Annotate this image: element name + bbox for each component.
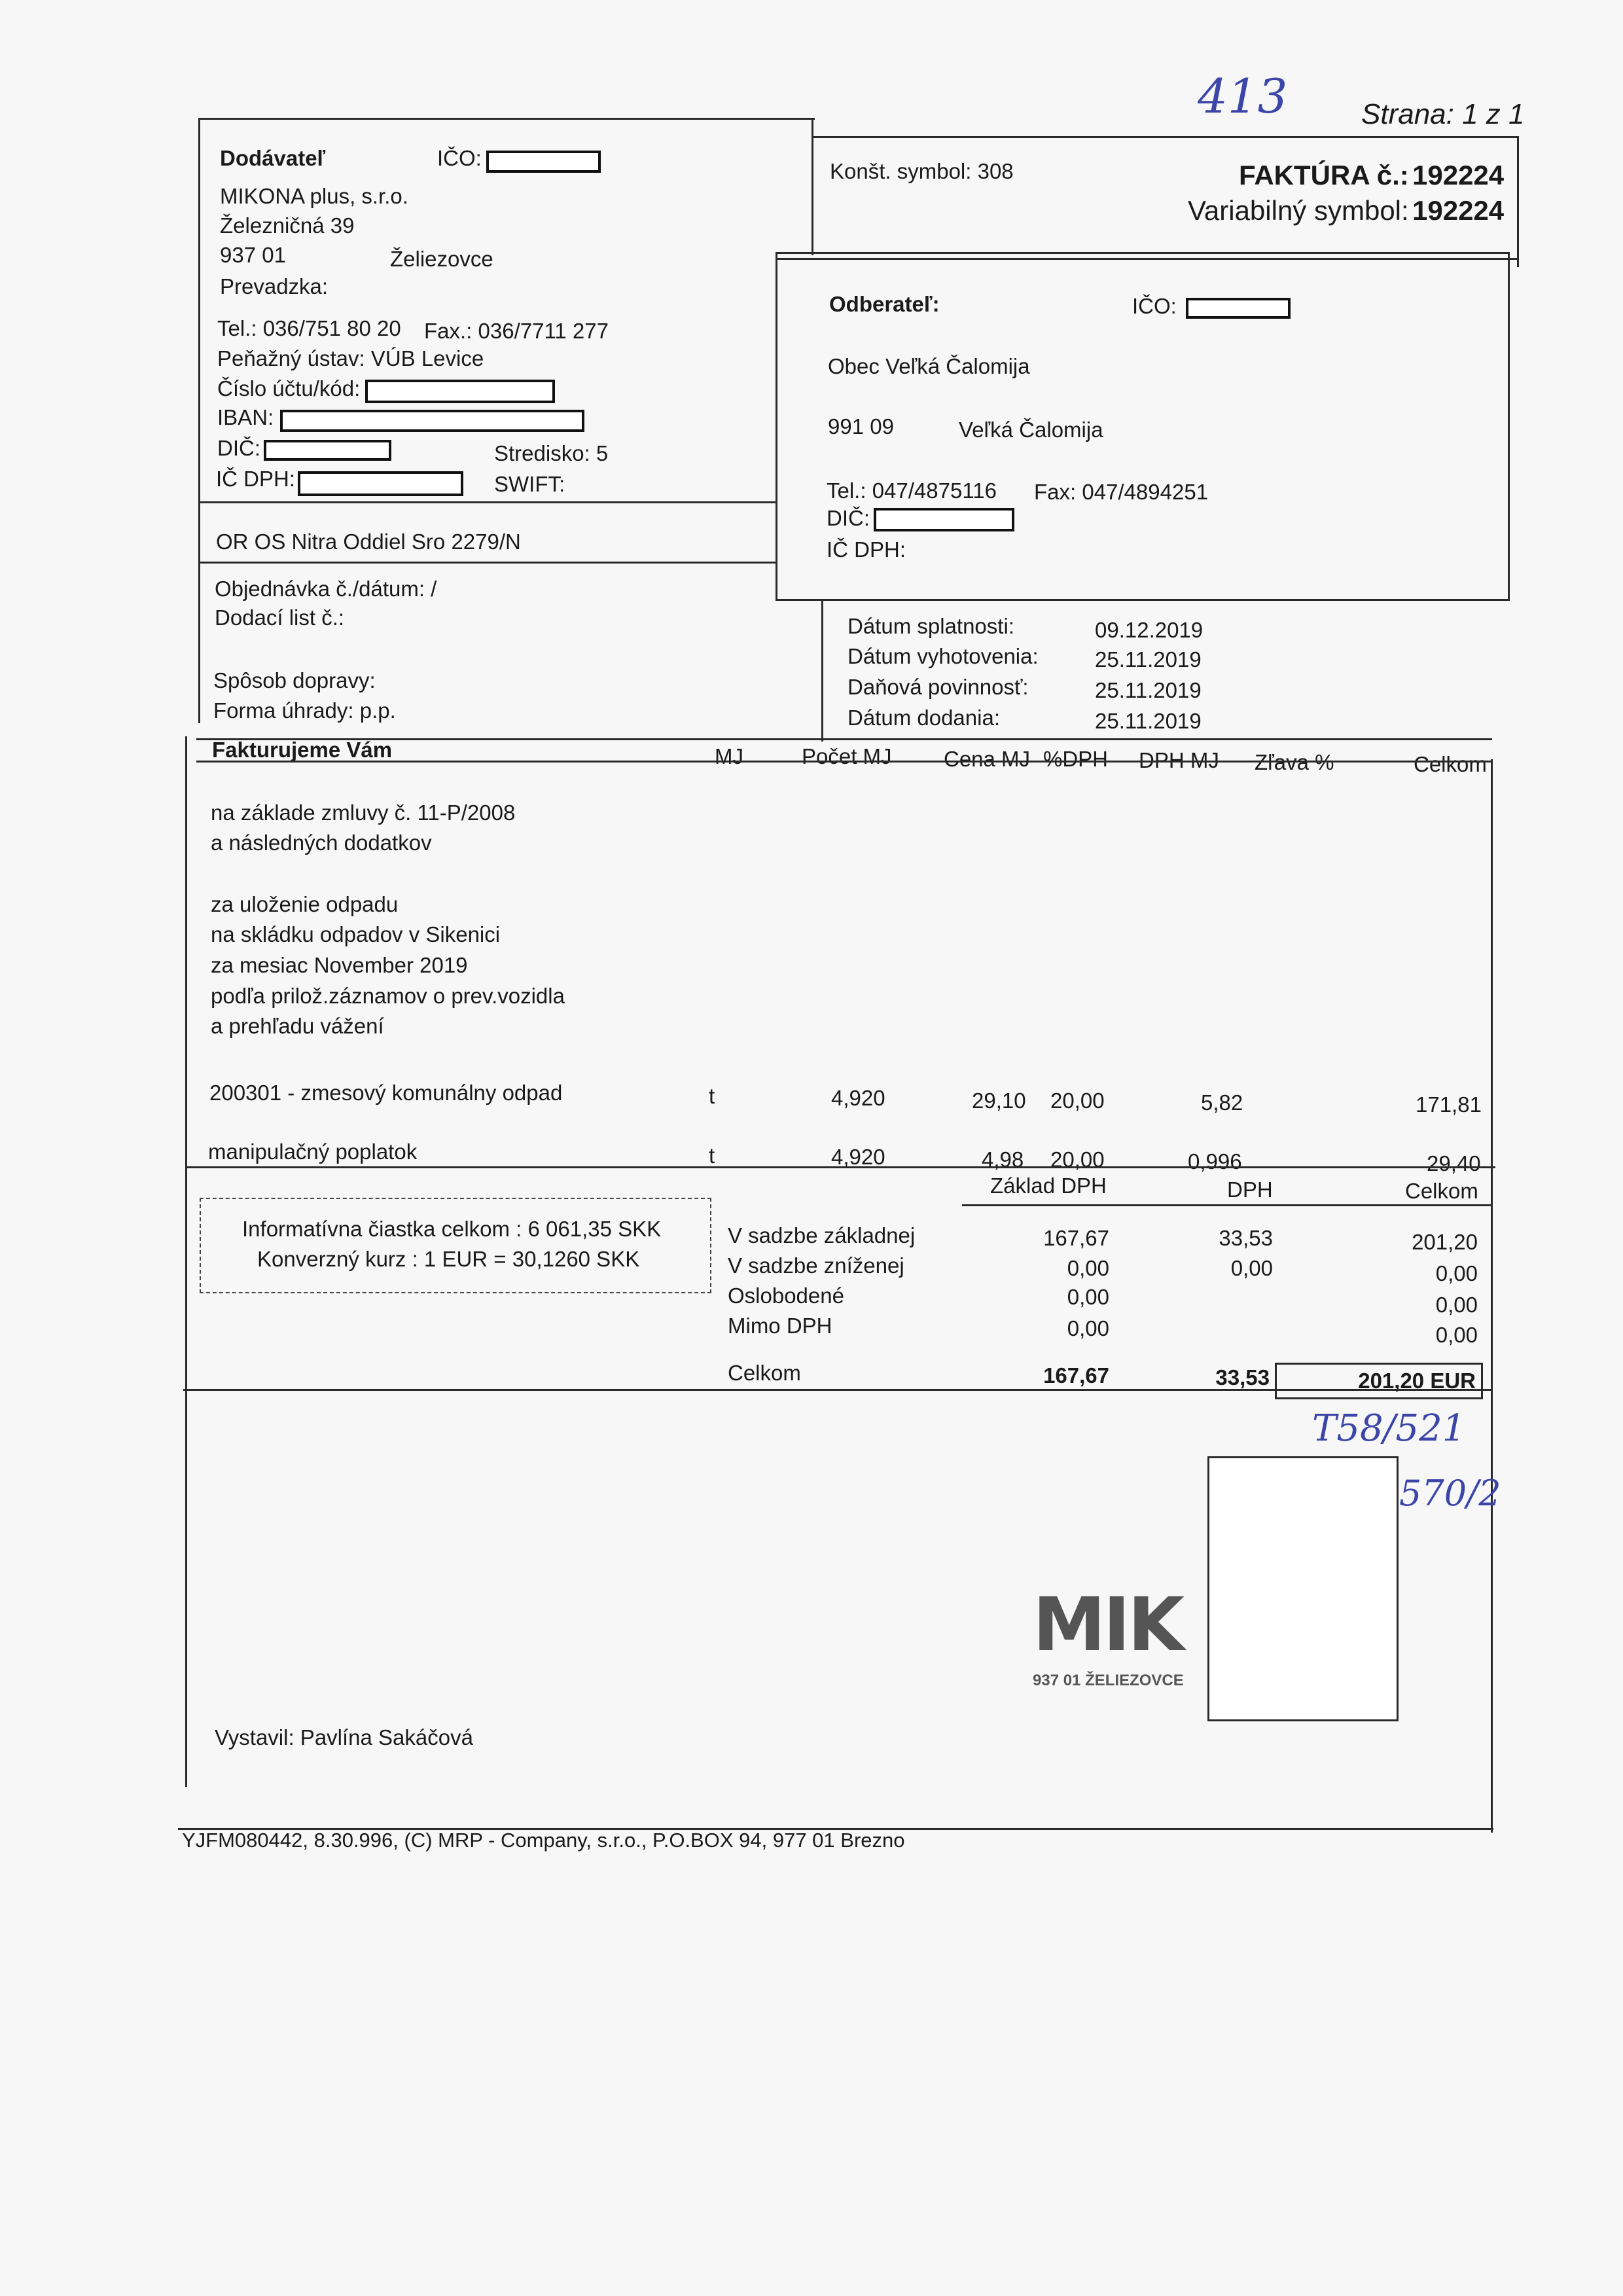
summary-total: 0,00 [1435, 1261, 1478, 1285]
col-celkom-header: Celkom [1414, 752, 1487, 776]
redaction-box [298, 471, 463, 496]
handwritten-note: 570/2 [1399, 1473, 1501, 1514]
table-row-vat-mj: 5,82 [1201, 1090, 1243, 1115]
supplier-zip: 937 01 [220, 243, 286, 267]
redaction-box [1186, 298, 1291, 319]
description-line: za mesiac November 2019 [211, 953, 468, 977]
redacted-signature-box [1207, 1456, 1399, 1721]
grand-total-base: 167,67 [1043, 1363, 1109, 1388]
supplier-iban-label: IBAN: [217, 405, 274, 429]
table-row-desc: 200301 - zmesový komunálny odpad [209, 1081, 563, 1105]
frame-right [1517, 136, 1519, 267]
summary-base-header: Základ DPH [990, 1174, 1107, 1198]
frame-top-right [812, 136, 1518, 138]
col-dph-pct-header: %DPH [1043, 747, 1109, 771]
summary-base: 0,00 [1067, 1285, 1109, 1309]
table-header-bottom-line [196, 761, 1492, 762]
date-value: 25.11.2019 [1095, 709, 1202, 733]
col-desc-header: Fakturujeme Vám [212, 738, 393, 762]
table-row-mj: t [709, 1084, 715, 1108]
description-line: na skládku odpadov v Sikenici [211, 922, 501, 946]
date-value: 25.11.2019 [1095, 678, 1202, 702]
customer-city: Veľká Čalomija [959, 418, 1103, 442]
handwritten-page-note: 413 [1198, 69, 1288, 124]
col-dph-mj-header: DPH MJ [1139, 748, 1219, 772]
summary-label: V sadzbe zníženej [728, 1253, 904, 1278]
frame-left-lower [185, 736, 187, 1787]
redaction-box [365, 380, 555, 403]
payment-method: Forma úhrady: p.p. [213, 698, 396, 723]
supplier-heading: Dodávateľ [220, 146, 326, 170]
redaction-box [280, 410, 584, 432]
grand-total-dph: 33,53 [1215, 1365, 1270, 1390]
table-row-qty: 4,920 [831, 1086, 885, 1110]
col-mj-header: MJ [715, 744, 743, 768]
company-stamp-city: 937 01 ŽELIEZOVCE [1033, 1672, 1184, 1689]
summary-total: 201,20 [1412, 1230, 1478, 1254]
date-value: 25.11.2019 [1095, 647, 1202, 672]
table-row-mj: t [709, 1143, 715, 1168]
date-label: Dátum splatnosti: [847, 614, 1014, 638]
variable-symbol: 192224 [1412, 195, 1505, 226]
company-stamp-logo: MIK [1033, 1583, 1182, 1668]
table-row-vat: 20,00 [1050, 1088, 1105, 1113]
summary-dph: 33,53 [1219, 1226, 1273, 1250]
summary-base: 0,00 [1067, 1316, 1109, 1340]
delivery-note: Dodací list č.: [215, 605, 345, 630]
description-line: a následných dodatkov [211, 831, 432, 855]
summary-label: Mimo DPH [728, 1314, 832, 1338]
handwritten-note: T58/521 [1312, 1407, 1466, 1450]
summary-base: 167,67 [1043, 1226, 1109, 1250]
description-line: podľa prilož.záznamov o prev.vozidla [211, 984, 565, 1008]
info-rate: Konverzný kurz : 1 EUR = 30,1260 SKK [257, 1247, 640, 1271]
table-row-vat-mj: 0,996 [1188, 1149, 1242, 1174]
col-cena-header: Cena MJ [944, 747, 1031, 771]
order-number: Objednávka č./dátum: / [215, 577, 437, 601]
summary-label: Oslobodené [728, 1283, 844, 1308]
footer-software-note: YJFM080442, 8.30.996, (C) MRP - Company, s.r.o., P.O.BOX 94, 977 01 Brezno [182, 1829, 905, 1852]
redaction-box [874, 508, 1014, 531]
grand-total-value: 201,20 EUR [1358, 1369, 1476, 1393]
dates-divider [821, 601, 823, 742]
variable-symbol-label: Variabilný symbol: [1188, 195, 1409, 226]
supplier-fax: Fax.: 036/7711 277 [424, 319, 609, 343]
frame-right-lower [1491, 759, 1493, 1833]
redaction-box [486, 151, 601, 173]
customer-ico-label: IČO: [1132, 294, 1177, 318]
summary-label: V sadzbe základnej [728, 1223, 916, 1247]
table-row-total: 29,40 [1427, 1151, 1481, 1175]
header-divider [812, 118, 813, 255]
invoice-number: 192224 [1412, 160, 1505, 190]
frame-top-left [200, 118, 815, 120]
customer-icdph-label: IČ DPH: [827, 537, 906, 562]
description-line: na základe zmluvy č. 11-P/2008 [211, 800, 516, 825]
info-box [200, 1198, 711, 1293]
col-zlava-header: Zľava % [1255, 750, 1334, 774]
date-value: 09.12.2019 [1095, 618, 1204, 642]
date-label: Daňová povinnosť: [847, 675, 1029, 699]
frame-left [198, 118, 200, 723]
supplier-name: MIKONA plus, s.r.o. [220, 184, 408, 208]
customer-fax: Fax: 047/4894251 [1034, 480, 1209, 504]
summary-base: 0,00 [1067, 1256, 1109, 1280]
konst-symbol: Konšt. symbol: 308 [830, 159, 1014, 183]
supplier-tel: Tel.: 036/751 80 20 [217, 316, 401, 340]
table-row-price: 4,98 [982, 1147, 1024, 1172]
issued-by: Vystavil: Pavlína Sakáčová [215, 1725, 473, 1749]
page-number: Strana: 1 z 1 [1361, 98, 1525, 130]
col-pocet-header: Počet MJ [802, 744, 892, 768]
supplier-ico-label: IČO: [437, 146, 482, 170]
supplier-bank: Peňažný ústav: VÚB Levice [217, 346, 484, 370]
register-divider [200, 562, 776, 564]
supplier-account-label: Číslo účtu/kód: [217, 376, 361, 401]
invoice-label: FAKTÚRA č.: [1239, 160, 1409, 190]
summary-bottom-line [183, 1389, 1492, 1391]
date-label: Dátum vyhotovenia: [847, 644, 1039, 668]
customer-tel: Tel.: 047/4875116 [827, 478, 997, 503]
customer-box-top-extension [776, 258, 1518, 260]
customer-zip: 991 09 [828, 414, 894, 439]
info-amount: Informatívna čiastka celkom : 6 061,35 SKK [242, 1217, 662, 1241]
supplier-dic-label: DIČ: [217, 436, 260, 460]
summary-total: 0,00 [1435, 1323, 1478, 1347]
supplier-swift: SWIFT: [494, 472, 565, 496]
table-row-vat: 20,00 [1050, 1147, 1105, 1172]
supplier-stredisko: Stredisko: 5 [494, 441, 609, 465]
supplier-register: OR OS Nitra Oddiel Sro 2279/N [216, 529, 521, 554]
supplier-divider [200, 501, 776, 503]
table-row-desc: manipulačný poplatok [208, 1139, 418, 1164]
table-row-total: 171,81 [1416, 1092, 1482, 1117]
table-row-price: 29,10 [972, 1088, 1026, 1113]
description-line: za uloženie odpadu [211, 892, 399, 916]
table-row-qty: 4,920 [831, 1145, 885, 1169]
supplier-city: Želiezovce [390, 247, 493, 271]
description-line: a prehľadu vážení [211, 1014, 384, 1038]
date-label: Dátum dodania: [847, 706, 1000, 730]
supplier-icdph-label: IČ DPH: [216, 467, 296, 491]
summary-header-line [962, 1204, 1492, 1206]
transport-method: Spôsob dopravy: [213, 668, 376, 692]
customer-dic-label: DIČ: [827, 506, 870, 530]
summary-total-header: Celkom [1405, 1179, 1478, 1203]
items-bottom-line [187, 1166, 1495, 1168]
supplier-prevadzka: Prevadzka: [220, 274, 329, 298]
summary-dph-header: DPH [1227, 1177, 1273, 1202]
summary-dph: 0,00 [1230, 1256, 1273, 1280]
customer-heading: Odberateľ: [829, 292, 940, 316]
summary-total: 0,00 [1435, 1293, 1478, 1317]
supplier-street: Železničná 39 [220, 213, 355, 238]
grand-total-label: Celkom [728, 1361, 801, 1385]
customer-name: Obec Veľká Čalomija [828, 354, 1030, 378]
redaction-box [264, 440, 391, 461]
